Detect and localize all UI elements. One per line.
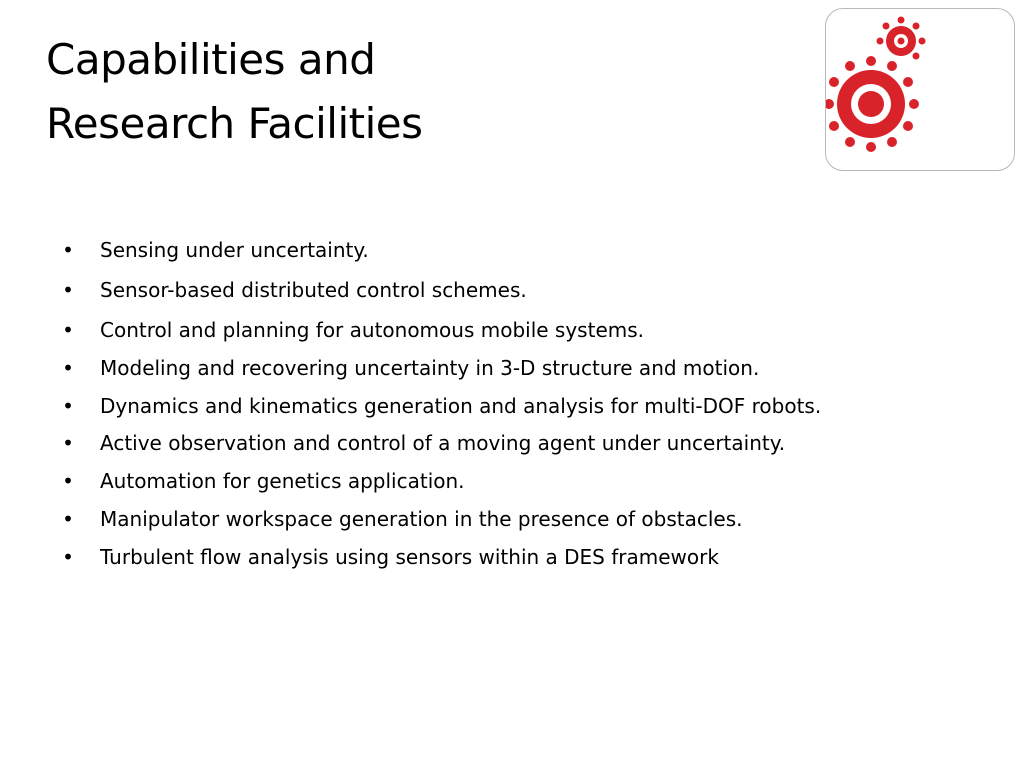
list-item (58, 388, 998, 426)
title-line-1: Capabilities and (46, 35, 376, 84)
title-line-2: Research Facilities (46, 99, 423, 148)
capabilities-list (58, 232, 998, 577)
bullet-icon: • (62, 277, 74, 302)
list-item-text: Modeling and recovering uncertainty in 3-D structure and motion. (100, 355, 760, 380)
list-item (58, 310, 998, 350)
list-item (58, 270, 998, 310)
bullet-icon: • (62, 506, 74, 531)
list-item (58, 501, 998, 539)
list-item-text: Dynamics and kinematics generation and analysis for multi-DOF robots. (100, 393, 822, 418)
list-item-text: Turbulent flow analysis using sensors within a DES framework (100, 544, 719, 569)
list-item (58, 463, 998, 501)
list-item-text: Sensing under uncertainty. (100, 238, 369, 262)
list-item (58, 350, 998, 388)
list-item (58, 425, 998, 463)
gears-logo-icon (826, 9, 1015, 171)
list-item-text: Manipulator workspace generation in the presence of obstacles. (100, 506, 743, 531)
small-gear-icon (877, 17, 926, 60)
bullet-icon: • (62, 238, 74, 262)
page-title (46, 28, 766, 156)
list-item (58, 539, 998, 577)
list-item-text: Control and planning for autonomous mobile systems. (100, 317, 645, 342)
bullet-icon: • (62, 431, 74, 456)
bullet-icon: • (62, 317, 74, 342)
bullet-icon: • (62, 355, 74, 380)
list-item-text: Active observation and control of a moving agent under uncertainty. (100, 431, 786, 456)
bullet-icon: • (62, 393, 74, 418)
large-gear-icon (826, 56, 919, 152)
list-item-text: Automation for genetics application. (100, 469, 465, 494)
risc-laboratory-logo (825, 8, 1015, 171)
bullet-icon: • (62, 469, 74, 494)
list-item (58, 232, 998, 270)
list-item-text: Sensor-based distributed control schemes. (100, 277, 527, 302)
bullet-icon: • (62, 544, 74, 569)
